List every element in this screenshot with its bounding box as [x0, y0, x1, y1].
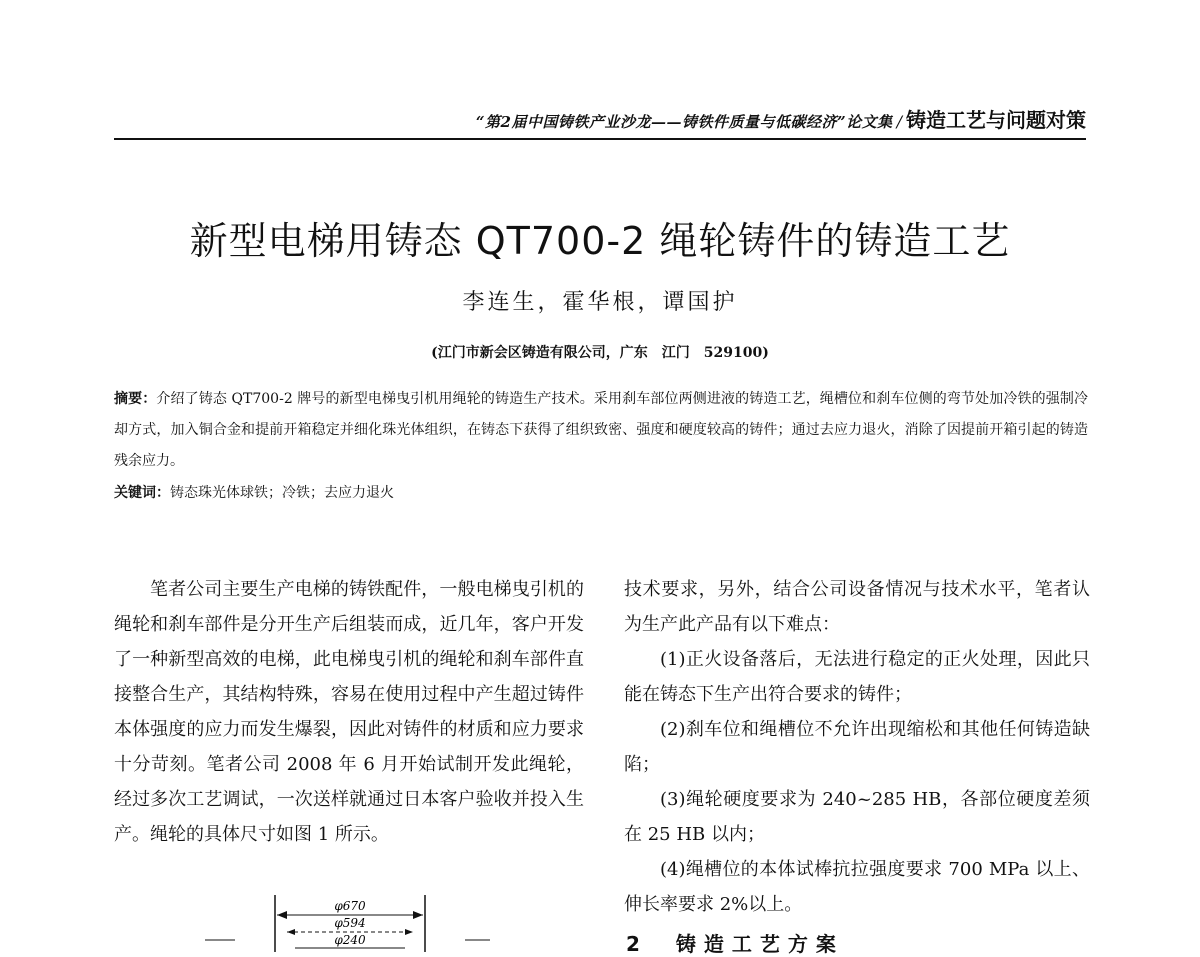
- dimension-label: φ670: [334, 899, 366, 913]
- abstract-label: 摘要：: [114, 391, 157, 407]
- figure-1-drawing: [195, 895, 495, 952]
- header-separator: /: [896, 112, 902, 131]
- running-header: [114, 104, 1086, 140]
- paper-title: 新型电梯用铸态 QT700-2 绳轮铸件的铸造工艺: [189, 219, 1011, 263]
- body-column-right: [624, 572, 1090, 922]
- body-list-item: (3)绳轮硬度要求为 240~285 HB，各部位硬度差须在 25 HB 以内；: [624, 789, 1090, 845]
- body-paragraph: 笔者公司主要生产电梯的铸铁配件，一般电梯曳引机的绳轮和刹车部件是分开生产后组装而成，近几年，客户开发了一种新型高效的电梯，此电梯曳引机的绳轮和刹车部件直接整合生产，其结构特殊，容易在使用过程中产生超过铸件本体强度的应力而发生爆裂，因此对铸件的材质和应力要求十分苛刻。笔者公司 2008 年 6 月开始试制开发此绳轮，经过多次工艺调试，一次送样就通过日本客户验收并投入生产。绳轮的具体尺寸如图 1 所示。: [114, 579, 584, 845]
- abstract-text: 介绍了铸态 QT700-2 牌号的新型电梯曳引机用绳轮的铸造生产技术。采用刹车部位两侧进液的铸造工艺，绳槽位和刹车位侧的弯节处加冷铁的强制冷却方式，加入铜合金和提前开箱稳定并细化珠光体组织，在铸态下获得了组织致密、强度和硬度较高的铸件；通过去应力退火，消除了因提前开箱引起的铸造残余应力。: [114, 391, 1089, 469]
- body-list-item: (2)刹车位和绳槽位不允许出现缩松和其他任何铸造缺陷；: [624, 719, 1090, 775]
- keywords-text: 铸态珠光体球铁；冷铁；去应力退火: [170, 485, 394, 501]
- keywords-label: 关键词：: [114, 485, 170, 501]
- body-list-item: (4)绳槽位的本体试棒抗拉强度要求 700 MPa 以上、伸长率要求 2%以上。: [624, 859, 1090, 915]
- body-column-left: [114, 572, 584, 852]
- figure-1-svg: [195, 895, 495, 952]
- arrow-head: [277, 911, 287, 919]
- section-heading: 2 铸造工艺方案: [626, 932, 844, 956]
- keywords: [114, 478, 1088, 509]
- arrow-head: [287, 929, 295, 935]
- body-paragraph: 技术要求，另外，结合公司设备情况与技术水平，笔者认为生产此产品有以下难点：: [624, 579, 1090, 635]
- header-section-title: 铸造工艺与问题对策: [906, 108, 1086, 132]
- paper-authors: 李连生，霍华根，谭国护: [462, 290, 738, 315]
- abstract: [114, 384, 1088, 477]
- arrow-head: [413, 911, 423, 919]
- arrow-head: [405, 929, 413, 935]
- dimension-label: φ594: [334, 916, 366, 930]
- body-list-item: (1)正火设备落后，无法进行稳定的正火处理，因此只能在铸态下生产出符合要求的铸件；: [624, 649, 1090, 705]
- dimension-label: φ240: [334, 933, 366, 947]
- paper-affiliation: (江门市新会区铸造有限公司，广东 江门 529100): [431, 345, 769, 361]
- header-proceedings-title: “第2届中国铸铁产业沙龙——铸铁件质量与低碳经济”论文集: [475, 113, 893, 131]
